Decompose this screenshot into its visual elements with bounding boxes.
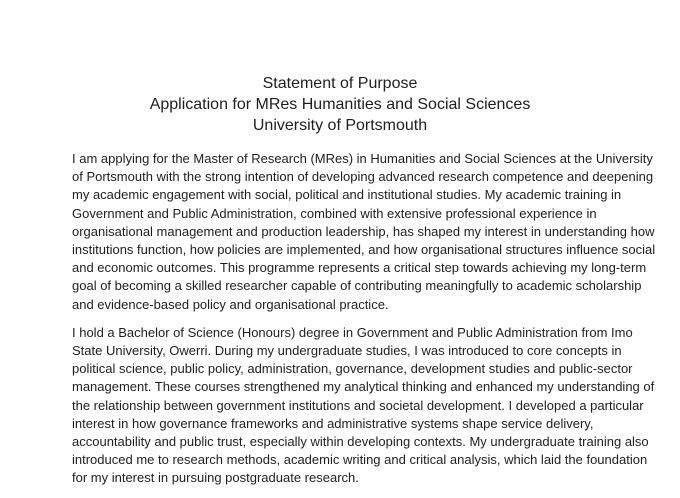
paragraph-line: and economic outcomes. This programme represents a critical step towards achieving my long-term bbox=[72, 260, 647, 276]
title-line: Statement of Purpose bbox=[262, 75, 418, 92]
paragraph-line: institutions function, how policies are implemented, and how organisational structures influence social bbox=[72, 242, 656, 258]
paragraph-line: Government and Public Administration, combined with extensive professional experience in bbox=[72, 205, 597, 221]
paragraph-line: introduced me to research methods, academic writing and critical analysis, which laid the foundation bbox=[72, 452, 648, 468]
paragraph-line: management. These courses strengthened my analytical thinking and enhanced my understanding of bbox=[72, 379, 655, 395]
paragraph-line: I am applying for the Master of Research (MRes) in Humanities and Social Sciences at the University bbox=[72, 151, 653, 166]
paragraph-line: organisational management and production leadership, has shaped my interest in understanding how bbox=[72, 223, 655, 239]
paragraph-line: accountability and public trust, especially within developing contexts. My undergraduate training also bbox=[72, 434, 649, 450]
paragraph-line: State University, Owerri. During my undergraduate studies, I was introduced to core concepts in bbox=[72, 343, 622, 359]
paragraph-line: for my interest in pursuing postgraduate research. bbox=[72, 470, 359, 486]
paragraph-line: goal of becoming a skilled researcher capable of contributing meaningfully to academic scholarship bbox=[72, 278, 642, 294]
paragraph-line: the relationship between government institutions and societal development. I developed a particular bbox=[72, 397, 644, 413]
document-body bbox=[72, 150, 656, 498]
paragraph-line: and evidence-based policy and organisational practice. bbox=[72, 296, 389, 312]
document-title bbox=[0, 73, 680, 136]
paragraph-intro bbox=[72, 150, 656, 314]
institution-line: University of Portsmouth bbox=[252, 117, 428, 134]
paragraph-line: I hold a Bachelor of Science (Honours) degree in Government and Public Administration from Imo bbox=[72, 324, 633, 340]
paragraph-line: of Portsmouth with the strong intention of developing advanced research competence and deepening bbox=[72, 169, 654, 185]
paragraph-line: interest in how governance frameworks and administrative systems shape service delivery, bbox=[72, 415, 594, 431]
paragraph-education bbox=[72, 324, 655, 488]
paragraph-line: my academic engagement with social, political and institutional studies. My academic training in bbox=[72, 187, 622, 203]
paragraph-line: political science, public policy, administration, governance, development studies and public-sector bbox=[72, 361, 633, 377]
subtitle-line: Application for MRes Humanities and Social Sciences bbox=[149, 96, 531, 113]
